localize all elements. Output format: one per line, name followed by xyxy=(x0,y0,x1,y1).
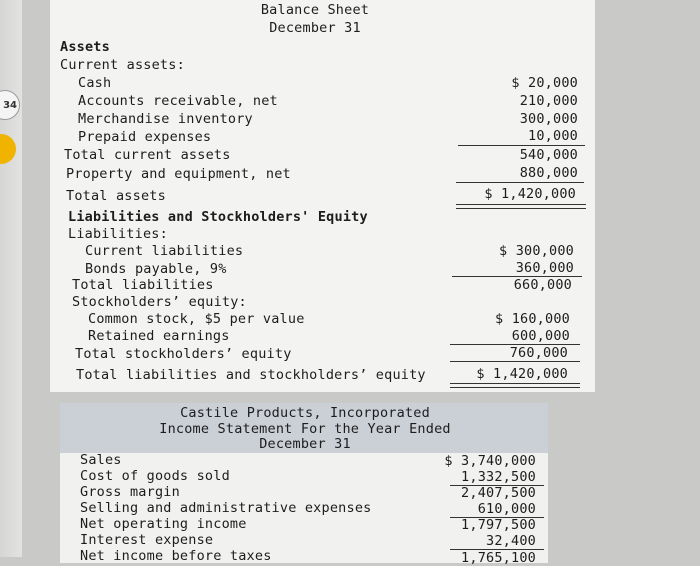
stockholders-equity-heading: Stockholders’ equity: xyxy=(72,294,247,310)
liabilities-heading: Liabilities: xyxy=(68,226,168,242)
retained-earnings-label: Retained earnings xyxy=(88,328,230,344)
cash-value: $ 20,000 xyxy=(511,75,578,91)
balance-sheet-date: December 31 xyxy=(269,20,361,36)
sales-value: $ 3,740,000 xyxy=(444,453,536,469)
total-current-assets-value: 540,000 xyxy=(519,147,578,163)
cash-label: Cash xyxy=(78,75,112,91)
total-liabilities-equity-label: Total liabilities and stockholders’ equity xyxy=(76,367,426,383)
total-liabilities-label: Total liabilities xyxy=(72,277,214,293)
total-current-assets-label: Total current assets xyxy=(64,147,231,163)
gross-margin-value: 2,407,500 xyxy=(461,485,536,501)
cogs-label: Cost of goods sold xyxy=(80,468,230,484)
company-name: Castile Products, Incorporated xyxy=(180,405,430,421)
prepaid-expenses-label: Prepaid expenses xyxy=(78,129,212,145)
net-operating-income-value: 1,797,500 xyxy=(461,517,536,533)
current-liabilities-value: $ 300,000 xyxy=(499,243,574,259)
current-liabilities-label: Current liabilities xyxy=(85,243,244,259)
underline-stockholders xyxy=(450,361,580,362)
bonds-payable-label: Bonds payable, 9% xyxy=(85,261,227,277)
underline-property xyxy=(456,182,584,183)
income-statement-date: December 31 xyxy=(259,436,351,452)
sga-label: Selling and administrative expenses xyxy=(80,500,372,516)
page-number-badge: 34 xyxy=(0,90,20,120)
sga-value: 610,000 xyxy=(477,501,536,517)
balance-sheet-title: Balance Sheet xyxy=(260,2,370,18)
merchandise-inventory-label: Merchandise inventory xyxy=(78,111,253,127)
double-underline-total-liabilities-equity xyxy=(450,383,580,388)
accounts-receivable-value: 210,000 xyxy=(519,93,578,109)
left-edge xyxy=(0,0,22,557)
net-operating-income-label: Net operating income xyxy=(80,516,247,532)
total-stockholders-equity-label: Total stockholders’ equity xyxy=(75,346,292,362)
liabilities-equity-heading: Liabilities and Stockholders' Equity xyxy=(68,209,368,225)
prepaid-expenses-value: 10,000 xyxy=(528,128,578,144)
total-stockholders-equity-value: 760,000 xyxy=(509,345,568,361)
interest-expense-label: Interest expense xyxy=(80,532,214,548)
cogs-value: 1,332,500 xyxy=(461,469,536,485)
total-liabilities-equity-value: $ 1,420,000 xyxy=(476,366,568,382)
accounts-receivable-label: Accounts receivable, net xyxy=(78,93,278,109)
retained-earnings-value: 600,000 xyxy=(511,328,570,344)
assets-heading: Assets xyxy=(60,39,110,55)
net-income-before-taxes-label: Net income before taxes xyxy=(80,548,272,564)
common-stock-value: $ 160,000 xyxy=(495,311,570,327)
bonds-payable-value: 360,000 xyxy=(515,260,574,276)
gross-margin-label: Gross margin xyxy=(80,484,180,500)
underline-prepaid xyxy=(458,145,585,146)
property-equipment-value: 880,000 xyxy=(519,165,578,181)
interest-expense-value: 32,400 xyxy=(486,533,536,549)
double-underline-total-assets xyxy=(456,204,586,209)
common-stock-label: Common stock, $5 per value xyxy=(88,311,305,327)
current-assets-heading: Current assets: xyxy=(60,57,185,73)
merchandise-inventory-value: 300,000 xyxy=(519,111,578,127)
total-liabilities-value: 660,000 xyxy=(513,277,572,293)
sales-label: Sales xyxy=(80,452,122,468)
income-statement-title: Income Statement For the Year Ended xyxy=(159,421,451,437)
total-assets-value: $ 1,420,000 xyxy=(484,186,576,202)
total-assets-label: Total assets xyxy=(66,188,166,204)
net-income-before-taxes-value: 1,765,100 xyxy=(461,550,536,566)
property-equipment-label: Property and equipment, net xyxy=(66,166,291,182)
